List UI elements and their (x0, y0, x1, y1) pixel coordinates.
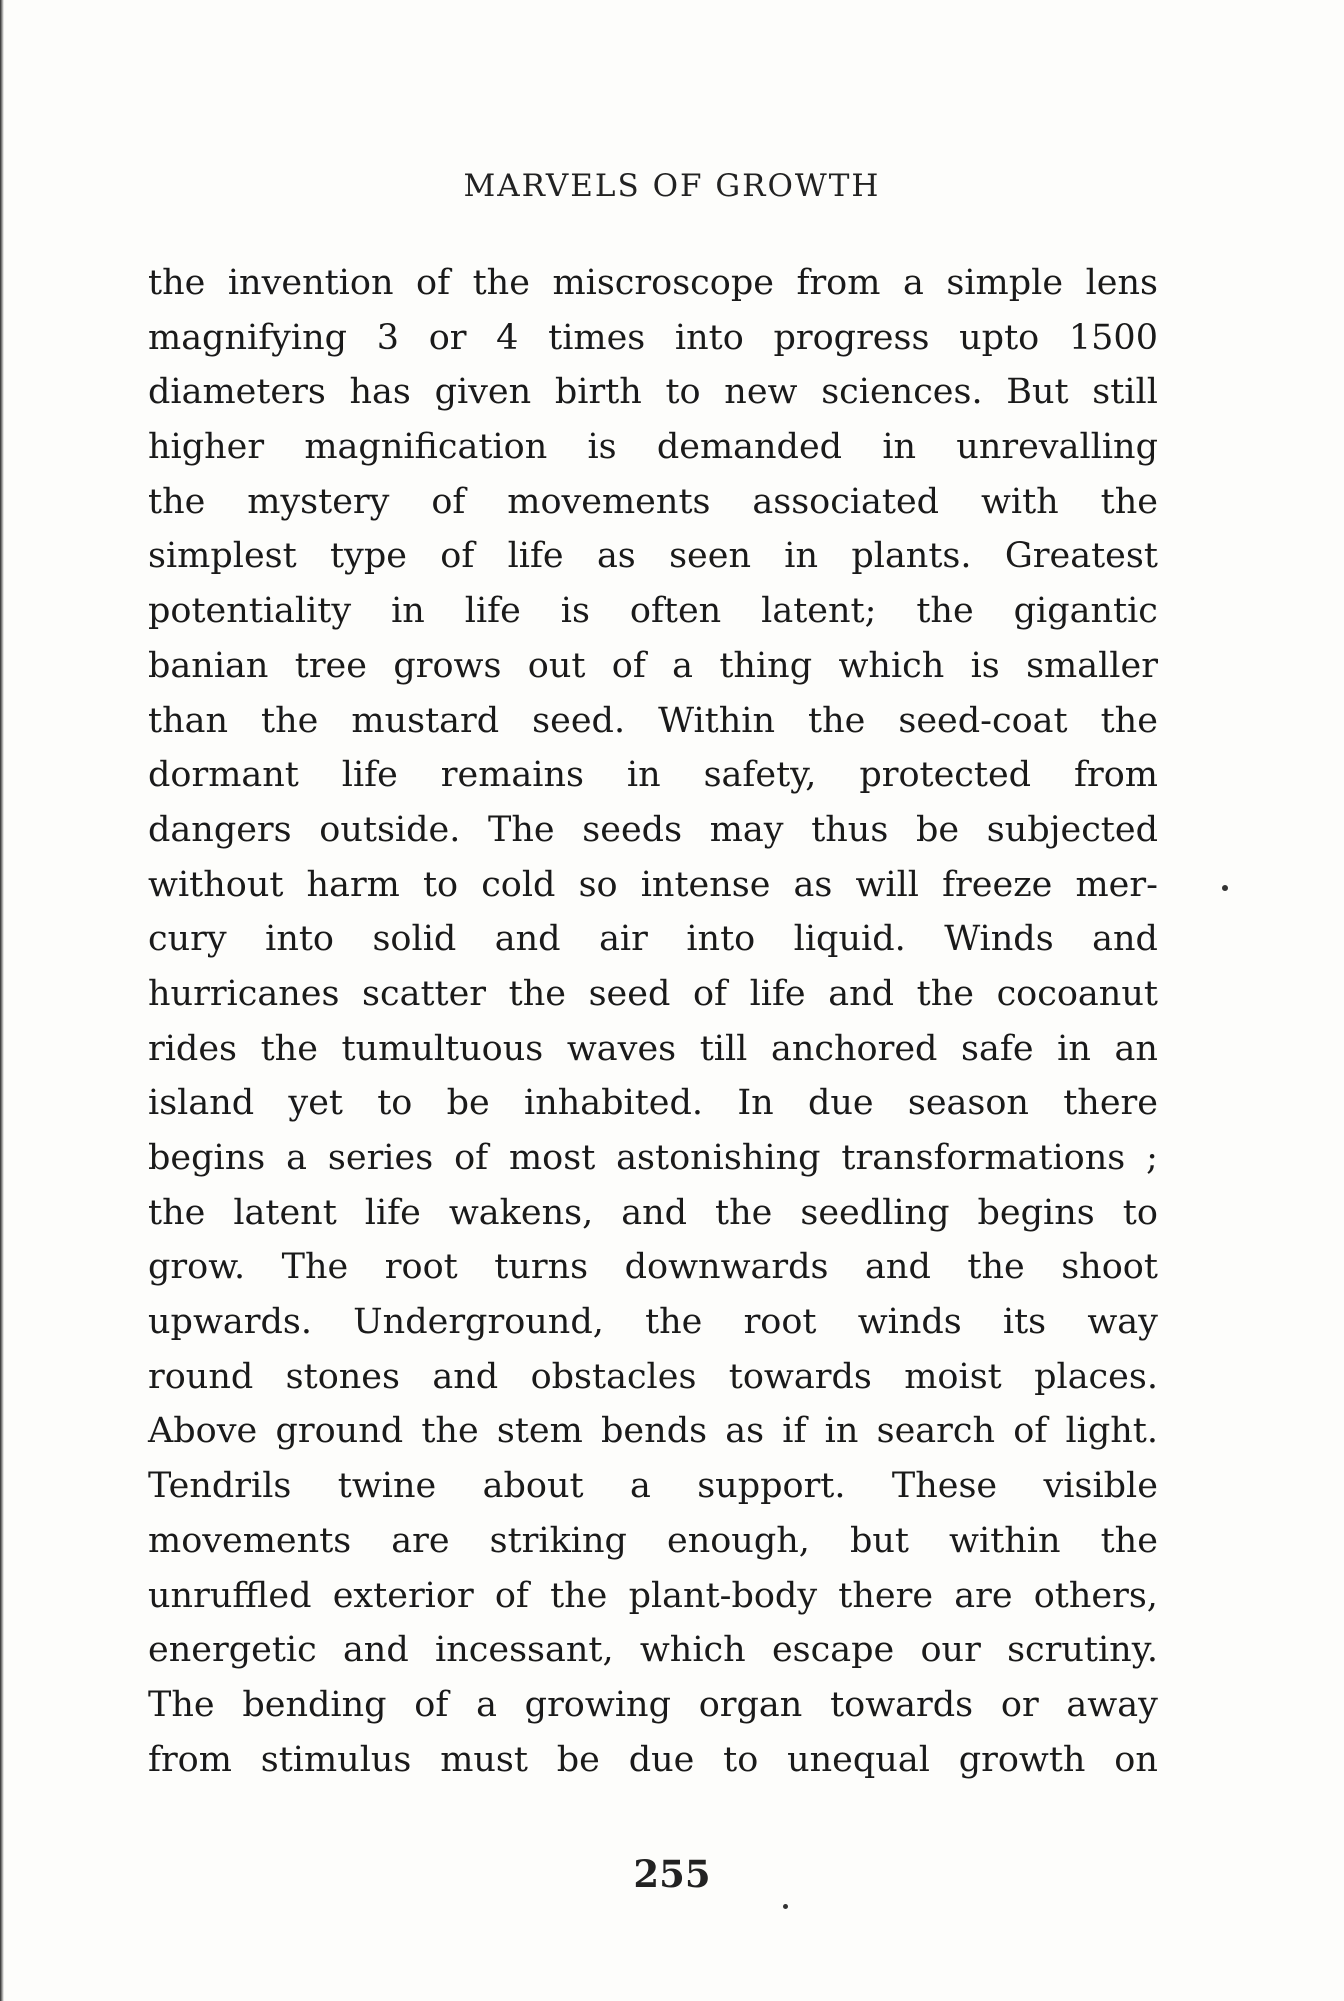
text-line: The bending of a growing organ towards or away (148, 1684, 1158, 1725)
page-edge-shadow (0, 0, 4, 2001)
text-line: higher magnification is demanded in unrevalling (148, 427, 1158, 468)
text-line: dangers outside. The seeds may thus be subjected (148, 809, 1158, 850)
text-line: banian tree grows out of a thing which is smaller (148, 645, 1158, 686)
text-line: hurricanes scatter the seed of life and the cocoanut (148, 973, 1158, 1014)
text-line: energetic and incessant, which escape our scrutiny. (148, 1630, 1158, 1671)
print-speck (783, 1904, 788, 1909)
text-line: without harm to cold so intense as will freeze mer- (148, 864, 1158, 905)
text-line: Above ground the stem bends as if in search of light. (148, 1411, 1158, 1452)
text-line: the invention of the miscroscope from a simple lens (148, 263, 1158, 303)
text-line: rides the tumultuous waves till anchored safe in an (148, 1028, 1158, 1069)
text-line: simplest type of life as seen in plants. Greatest (148, 536, 1158, 577)
print-speck (1222, 885, 1228, 891)
text-line: from stimulus must be due to unequal growth on (148, 1739, 1158, 1780)
text-line: diameters has given birth to new sciences. But still (148, 372, 1158, 413)
text-line: upwards. Underground, the root winds its way (148, 1302, 1158, 1343)
body-text (148, 256, 1158, 1787)
text-line: dormant life remains in safety, protected from (148, 755, 1158, 796)
text-line: Tendrils twine about a support. These visible (148, 1466, 1158, 1507)
text-line: unruffled exterior of the plant-body there are others, (148, 1575, 1158, 1616)
text-line: the latent life wakens, and the seedling begins to (148, 1192, 1158, 1233)
text-line: island yet to be inhabited. In due season there (148, 1083, 1158, 1124)
text-line: cury into solid and air into liquid. Winds and (148, 919, 1158, 960)
text-line: the mystery of movements associated with the (148, 481, 1158, 522)
text-line: grow. The root turns downwards and the shoot (148, 1247, 1158, 1288)
text-line: movements are striking enough, but within the (148, 1520, 1158, 1561)
text-line: than the mustard seed. Within the seed-coat the (148, 700, 1158, 741)
text-line: magnifying 3 or 4 times into progress upto 1500 (148, 317, 1158, 358)
text-line: round stones and obstacles towards moist places. (148, 1356, 1158, 1397)
text-line: potentiality in life is often latent; the gigantic (148, 591, 1158, 632)
running-head: MARVELS OF GROWTH (463, 168, 881, 204)
page-number: 255 (633, 1852, 711, 1896)
text-line: begins a series of most astonishing transformations ; (148, 1138, 1158, 1178)
